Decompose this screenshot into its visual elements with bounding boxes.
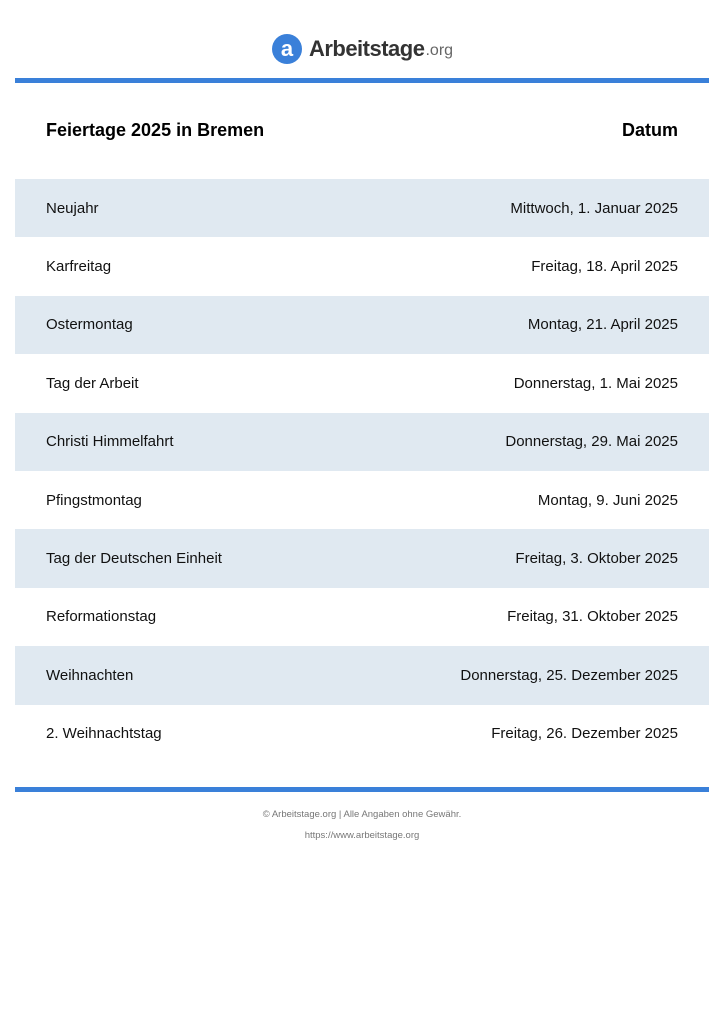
table-row (15, 646, 709, 704)
at-sign-icon (271, 33, 303, 65)
site-logo[interactable] (0, 30, 724, 68)
table-row (15, 705, 709, 763)
holiday-name: 2. Weihnachtstag (46, 725, 162, 743)
holiday-date: Freitag, 26. Dezember 2025 (491, 725, 678, 743)
holiday-list (15, 179, 709, 763)
table-row (15, 471, 709, 529)
holiday-name: Pfingstmontag (46, 491, 142, 509)
table-row (15, 413, 709, 471)
holiday-name: Weihnachten (46, 666, 134, 684)
date-column-header: Datum (621, 119, 678, 140)
bottom-divider (15, 787, 709, 792)
holiday-date: Mittwoch, 1. Januar 2025 (510, 199, 678, 217)
table-header (15, 109, 709, 151)
holiday-date: Donnerstag, 25. Dezember 2025 (460, 666, 678, 684)
table-row (15, 237, 709, 295)
table-row (15, 354, 709, 412)
holiday-date: Montag, 9. Juni 2025 (537, 491, 678, 509)
holiday-date: Freitag, 31. Oktober 2025 (507, 608, 678, 626)
holiday-date: Montag, 21. April 2025 (527, 316, 678, 334)
holiday-name: Christi Himmelfahrt (46, 433, 174, 451)
page-footer (0, 804, 724, 846)
holiday-date: Donnerstag, 1. Mai 2025 (513, 374, 678, 392)
holiday-name: Neujahr (46, 199, 99, 217)
table-row (15, 296, 709, 354)
logo-mark-letter: a (280, 36, 294, 61)
holiday-name: Tag der Arbeit (46, 374, 139, 392)
site-url-link[interactable]: https://www.arbeitstage.org (304, 830, 420, 841)
holiday-date: Donnerstag, 29. Mai 2025 (505, 433, 678, 451)
holiday-name: Karfreitag (46, 258, 112, 276)
holiday-name: Ostermontag (46, 316, 133, 334)
table-row (15, 529, 709, 587)
logo-wordmark: Arbeitstage (308, 36, 425, 61)
holiday-date: Freitag, 18. April 2025 (531, 258, 678, 276)
page-title: Feiertage 2025 in Bremen (46, 119, 265, 140)
copyright-notice: © Arbeitstage.org | Alle Angaben ohne Gewähr. (262, 809, 462, 820)
top-divider (15, 78, 709, 83)
logo-domain-suffix: .org (425, 42, 454, 59)
table-row (15, 179, 709, 237)
table-row (15, 588, 709, 646)
holiday-date: Freitag, 3. Oktober 2025 (515, 550, 678, 568)
holiday-name: Reformationstag (46, 608, 157, 626)
holiday-name: Tag der Deutschen Einheit (46, 550, 222, 568)
